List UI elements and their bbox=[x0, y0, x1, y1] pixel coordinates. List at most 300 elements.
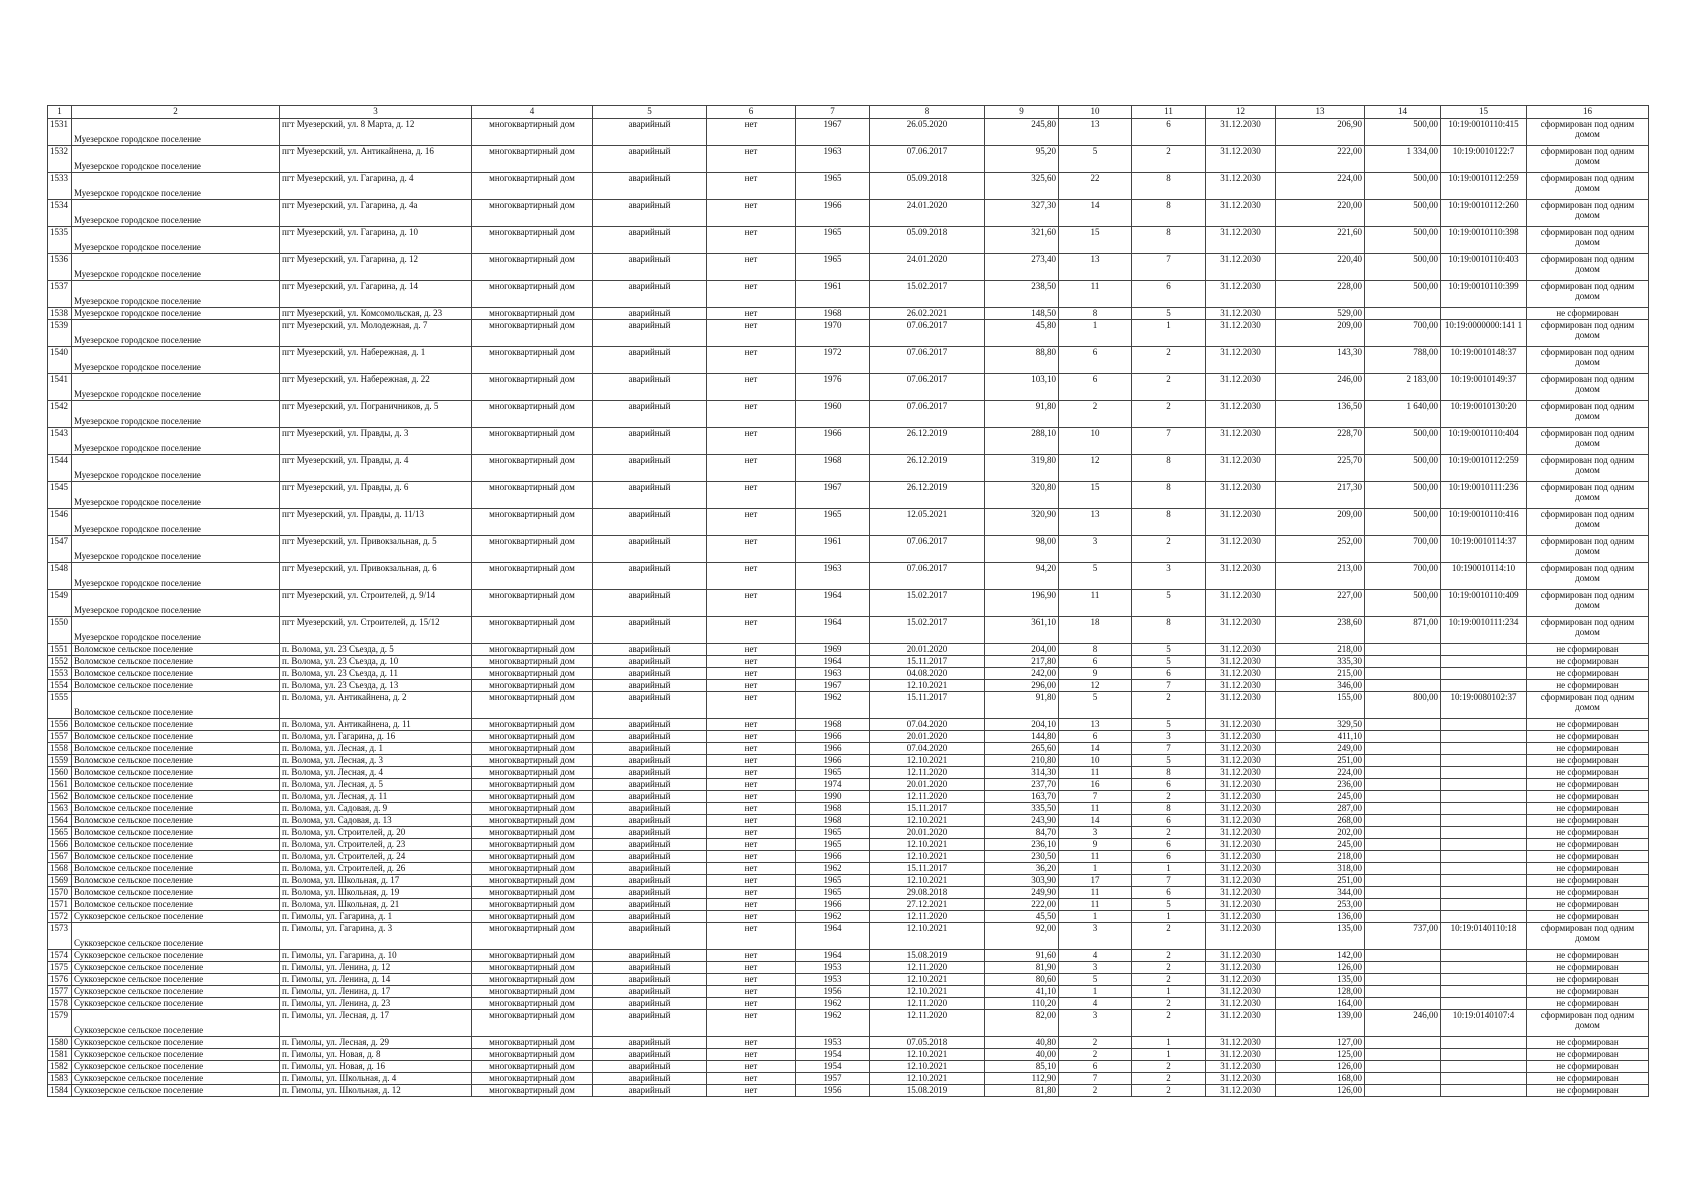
address-cell: пгт Муезерский, ул. Правды, д. 4 bbox=[280, 455, 472, 482]
condition-cell: аварийный bbox=[593, 347, 707, 374]
year-built-cell: 1960 bbox=[796, 401, 870, 428]
table-row bbox=[48, 563, 1649, 590]
residents-cell: 11 bbox=[1059, 281, 1132, 308]
resettlement-date-cell: 31.12.2030 bbox=[1206, 308, 1276, 320]
table-row bbox=[48, 590, 1649, 617]
settlement-cell: Воломское сельское поселение bbox=[72, 851, 280, 863]
building-type-cell: многоквартирный дом bbox=[472, 1010, 593, 1037]
col-6-value-cell: нет bbox=[707, 644, 796, 656]
land-area-cell bbox=[1365, 911, 1441, 923]
condition-cell: аварийный bbox=[593, 617, 707, 644]
address-cell: п. Гимолы, ул. Ленина, д. 17 bbox=[280, 986, 472, 998]
recognition-date-cell: 12.10.2021 bbox=[870, 815, 985, 827]
recognition-date-cell: 05.09.2018 bbox=[870, 227, 985, 254]
settlement-cell: Муезерское городское поселение bbox=[72, 200, 280, 227]
settlement-cell: Воломское сельское поселение bbox=[72, 887, 280, 899]
resettlement-date-cell: 31.12.2030 bbox=[1206, 962, 1276, 974]
land-status-cell: сформирован под одним домом bbox=[1527, 281, 1649, 308]
settlement-cell: Муезерское городское поселение bbox=[72, 146, 280, 173]
row-number-cell: 1576 bbox=[48, 974, 72, 986]
apartments-cell: 2 bbox=[1132, 1010, 1206, 1037]
cadastral-number-cell: 10:19:0010110:403 bbox=[1441, 254, 1527, 281]
resettlement-date-cell: 31.12.2030 bbox=[1206, 200, 1276, 227]
year-built-cell: 1962 bbox=[796, 692, 870, 719]
cadastral-number-cell bbox=[1441, 899, 1527, 911]
col-6-value-cell: нет bbox=[707, 656, 796, 668]
residents-cell: 11 bbox=[1059, 899, 1132, 911]
table-row bbox=[48, 347, 1649, 374]
table-row bbox=[48, 254, 1649, 281]
recognition-date-cell: 12.10.2021 bbox=[870, 875, 985, 887]
area-cell: 321,60 bbox=[985, 227, 1059, 254]
year-built-cell: 1965 bbox=[796, 254, 870, 281]
row-number-cell: 1543 bbox=[48, 428, 72, 455]
cadastral-number-cell bbox=[1441, 656, 1527, 668]
resettlement-date-cell: 31.12.2030 bbox=[1206, 755, 1276, 767]
cadastral-number-cell: 10:19:0010111:234 bbox=[1441, 617, 1527, 644]
cadastral-number-cell bbox=[1441, 950, 1527, 962]
settlement-cell: Муезерское городское поселение bbox=[72, 320, 280, 347]
condition-cell: аварийный bbox=[593, 173, 707, 200]
recognition-date-cell: 20.01.2020 bbox=[870, 827, 985, 839]
condition-cell: аварийный bbox=[593, 644, 707, 656]
col-6-value-cell: нет bbox=[707, 680, 796, 692]
resettlement-date-cell: 31.12.2030 bbox=[1206, 1085, 1276, 1097]
condition-cell: аварийный bbox=[593, 986, 707, 998]
settlement-cell: Муезерское городское поселение bbox=[72, 281, 280, 308]
apartments-cell: 8 bbox=[1132, 200, 1206, 227]
condition-cell: аварийный bbox=[593, 1010, 707, 1037]
address-cell: п. Гимолы, ул. Гагарина, д. 1 bbox=[280, 911, 472, 923]
building-type-cell: многоквартирный дом bbox=[472, 851, 593, 863]
row-number-cell: 1539 bbox=[48, 320, 72, 347]
area-cell: 237,70 bbox=[985, 779, 1059, 791]
resettlement-date-cell: 31.12.2030 bbox=[1206, 401, 1276, 428]
resettlement-date-cell: 31.12.2030 bbox=[1206, 656, 1276, 668]
table-row bbox=[48, 986, 1649, 998]
building-type-cell: многоквартирный дом bbox=[472, 656, 593, 668]
apartments-cell: 2 bbox=[1132, 692, 1206, 719]
table-row bbox=[48, 227, 1649, 254]
resettlement-date-cell: 31.12.2030 bbox=[1206, 1061, 1276, 1073]
column-header-9: 9 bbox=[985, 106, 1059, 119]
land-status-cell: не сформирован bbox=[1527, 779, 1649, 791]
year-built-cell: 1961 bbox=[796, 281, 870, 308]
building-type-cell: многоквартирный дом bbox=[472, 428, 593, 455]
table-row bbox=[48, 1049, 1649, 1061]
land-status-cell: сформирован под одним домом bbox=[1527, 482, 1649, 509]
row-number-cell: 1552 bbox=[48, 656, 72, 668]
year-built-cell: 1966 bbox=[796, 743, 870, 755]
apartments-cell: 2 bbox=[1132, 374, 1206, 401]
building-type-cell: многоквартирный дом bbox=[472, 617, 593, 644]
cost-cell: 220,40 bbox=[1276, 254, 1365, 281]
area-cell: 243,90 bbox=[985, 815, 1059, 827]
resettlement-date-cell: 31.12.2030 bbox=[1206, 839, 1276, 851]
table-row bbox=[48, 1061, 1649, 1073]
apartments-cell: 8 bbox=[1132, 482, 1206, 509]
settlement-cell: Воломское сельское поселение bbox=[72, 803, 280, 815]
settlement-cell: Муезерское городское поселение bbox=[72, 374, 280, 401]
address-cell: пгт Муезерский, ул. Набережная, д. 22 bbox=[280, 374, 472, 401]
condition-cell: аварийный bbox=[593, 509, 707, 536]
condition-cell: аварийный bbox=[593, 668, 707, 680]
cost-cell: 164,00 bbox=[1276, 998, 1365, 1010]
resettlement-date-cell: 31.12.2030 bbox=[1206, 974, 1276, 986]
condition-cell: аварийный bbox=[593, 401, 707, 428]
year-built-cell: 1964 bbox=[796, 656, 870, 668]
apartments-cell: 5 bbox=[1132, 656, 1206, 668]
settlement-cell: Воломское сельское поселение bbox=[72, 644, 280, 656]
condition-cell: аварийный bbox=[593, 254, 707, 281]
row-number-cell: 1560 bbox=[48, 767, 72, 779]
building-type-cell: многоквартирный дом bbox=[472, 1085, 593, 1097]
resettlement-date-cell: 31.12.2030 bbox=[1206, 767, 1276, 779]
table-row bbox=[48, 998, 1649, 1010]
cadastral-number-cell bbox=[1441, 644, 1527, 656]
land-status-cell: не сформирован bbox=[1527, 827, 1649, 839]
apartments-cell: 2 bbox=[1132, 950, 1206, 962]
address-cell: п. Гимолы, ул. Ленина, д. 14 bbox=[280, 974, 472, 986]
condition-cell: аварийный bbox=[593, 656, 707, 668]
building-type-cell: многоквартирный дом bbox=[472, 899, 593, 911]
col-6-value-cell: нет bbox=[707, 119, 796, 146]
cadastral-number-cell bbox=[1441, 863, 1527, 875]
condition-cell: аварийный bbox=[593, 374, 707, 401]
cost-cell: 249,00 bbox=[1276, 743, 1365, 755]
building-type-cell: многоквартирный дом bbox=[472, 839, 593, 851]
address-cell: п. Гимолы, ул. Школьная, д. 12 bbox=[280, 1085, 472, 1097]
recognition-date-cell: 12.11.2020 bbox=[870, 1010, 985, 1037]
year-built-cell: 1963 bbox=[796, 563, 870, 590]
cost-cell: 213,00 bbox=[1276, 563, 1365, 590]
row-number-cell: 1533 bbox=[48, 173, 72, 200]
year-built-cell: 1965 bbox=[796, 827, 870, 839]
area-cell: 85,10 bbox=[985, 1061, 1059, 1073]
building-type-cell: многоквартирный дом bbox=[472, 692, 593, 719]
settlement-cell: Муезерское городское поселение bbox=[72, 455, 280, 482]
cost-cell: 136,50 bbox=[1276, 401, 1365, 428]
land-area-cell bbox=[1365, 680, 1441, 692]
building-type-cell: многоквартирный дом bbox=[472, 1049, 593, 1061]
col-6-value-cell: нет bbox=[707, 863, 796, 875]
area-cell: 45,80 bbox=[985, 320, 1059, 347]
cost-cell: 209,00 bbox=[1276, 320, 1365, 347]
building-type-cell: многоквартирный дом bbox=[472, 320, 593, 347]
table-row bbox=[48, 839, 1649, 851]
cadastral-number-cell bbox=[1441, 668, 1527, 680]
col-6-value-cell: нет bbox=[707, 146, 796, 173]
cost-cell: 224,00 bbox=[1276, 767, 1365, 779]
row-number-cell: 1569 bbox=[48, 875, 72, 887]
year-built-cell: 1974 bbox=[796, 779, 870, 791]
col-6-value-cell: нет bbox=[707, 1073, 796, 1085]
settlement-cell: Суккозерское сельское поселение bbox=[72, 1061, 280, 1073]
table-row bbox=[48, 374, 1649, 401]
row-number-cell: 1580 bbox=[48, 1037, 72, 1049]
land-area-cell: 500,00 bbox=[1365, 173, 1441, 200]
cost-cell: 217,30 bbox=[1276, 482, 1365, 509]
area-cell: 204,10 bbox=[985, 719, 1059, 731]
recognition-date-cell: 12.10.2021 bbox=[870, 923, 985, 950]
col-6-value-cell: нет bbox=[707, 173, 796, 200]
settlement-cell: Воломское сельское поселение bbox=[72, 875, 280, 887]
address-cell: п. Волома, ул. Гагарина, д. 16 bbox=[280, 731, 472, 743]
land-status-cell: не сформирован bbox=[1527, 911, 1649, 923]
row-number-cell: 1558 bbox=[48, 743, 72, 755]
cost-cell: 411,10 bbox=[1276, 731, 1365, 743]
land-area-cell: 788,00 bbox=[1365, 347, 1441, 374]
cadastral-number-cell: 10:19:0010110:416 bbox=[1441, 509, 1527, 536]
building-type-cell: многоквартирный дом bbox=[472, 767, 593, 779]
land-area-cell bbox=[1365, 839, 1441, 851]
row-number-cell: 1581 bbox=[48, 1049, 72, 1061]
apartments-cell: 2 bbox=[1132, 923, 1206, 950]
resettlement-date-cell: 31.12.2030 bbox=[1206, 1049, 1276, 1061]
cost-cell: 225,70 bbox=[1276, 455, 1365, 482]
address-cell: п. Гимолы, ул. Новая, д. 16 bbox=[280, 1061, 472, 1073]
residents-cell: 4 bbox=[1059, 950, 1132, 962]
year-built-cell: 1966 bbox=[796, 200, 870, 227]
land-area-cell bbox=[1365, 851, 1441, 863]
cadastral-number-cell: 10:19:0010148:37 bbox=[1441, 347, 1527, 374]
land-area-cell bbox=[1365, 1073, 1441, 1085]
table-row bbox=[48, 803, 1649, 815]
year-built-cell: 1968 bbox=[796, 803, 870, 815]
land-area-cell: 246,00 bbox=[1365, 1010, 1441, 1037]
building-type-cell: многоквартирный дом bbox=[472, 911, 593, 923]
building-type-cell: многоквартирный дом bbox=[472, 974, 593, 986]
building-type-cell: многоквартирный дом bbox=[472, 254, 593, 281]
address-cell: пгт Муезерский, ул. Набережная, д. 1 bbox=[280, 347, 472, 374]
col-6-value-cell: нет bbox=[707, 998, 796, 1010]
cost-cell: 155,00 bbox=[1276, 692, 1365, 719]
settlement-cell: Муезерское городское поселение bbox=[72, 347, 280, 374]
settlement-cell: Суккозерское сельское поселение bbox=[72, 986, 280, 998]
building-type-cell: многоквартирный дом bbox=[472, 1061, 593, 1073]
address-cell: п. Гимолы, ул. Школьная, д. 4 bbox=[280, 1073, 472, 1085]
residents-cell: 5 bbox=[1059, 692, 1132, 719]
land-status-cell: не сформирован bbox=[1527, 962, 1649, 974]
year-built-cell: 1967 bbox=[796, 680, 870, 692]
cadastral-number-cell: 10:19:0010110:398 bbox=[1441, 227, 1527, 254]
row-number-cell: 1583 bbox=[48, 1073, 72, 1085]
apartments-cell: 8 bbox=[1132, 803, 1206, 815]
land-area-cell: 700,00 bbox=[1365, 536, 1441, 563]
table-row bbox=[48, 719, 1649, 731]
recognition-date-cell: 24.01.2020 bbox=[870, 254, 985, 281]
settlement-cell: Воломское сельское поселение bbox=[72, 863, 280, 875]
table-row bbox=[48, 1085, 1649, 1097]
land-area-cell: 500,00 bbox=[1365, 428, 1441, 455]
building-type-cell: многоквартирный дом bbox=[472, 347, 593, 374]
apartments-cell: 2 bbox=[1132, 347, 1206, 374]
address-cell: п. Гимолы, ул. Новая, д. 8 bbox=[280, 1049, 472, 1061]
col-6-value-cell: нет bbox=[707, 227, 796, 254]
apartments-cell: 5 bbox=[1132, 590, 1206, 617]
cadastral-number-cell: 10:19:0010112:259 bbox=[1441, 173, 1527, 200]
condition-cell: аварийный bbox=[593, 1085, 707, 1097]
year-built-cell: 1964 bbox=[796, 590, 870, 617]
apartments-cell: 3 bbox=[1132, 731, 1206, 743]
resettlement-date-cell: 31.12.2030 bbox=[1206, 281, 1276, 308]
cadastral-number-cell bbox=[1441, 779, 1527, 791]
year-built-cell: 1966 bbox=[796, 899, 870, 911]
residents-cell: 14 bbox=[1059, 815, 1132, 827]
table-row bbox=[48, 1010, 1649, 1037]
address-cell: п. Волома, ул. Антикайнена, д. 2 bbox=[280, 692, 472, 719]
address-cell: п. Волома, ул. 23 Съезда, д. 10 bbox=[280, 656, 472, 668]
land-area-cell bbox=[1365, 644, 1441, 656]
table-row bbox=[48, 863, 1649, 875]
apartments-cell: 7 bbox=[1132, 743, 1206, 755]
building-type-cell: многоквартирный дом bbox=[472, 563, 593, 590]
table-row bbox=[48, 656, 1649, 668]
resettlement-date-cell: 31.12.2030 bbox=[1206, 482, 1276, 509]
table-row bbox=[48, 911, 1649, 923]
condition-cell: аварийный bbox=[593, 1049, 707, 1061]
recognition-date-cell: 15.11.2017 bbox=[870, 863, 985, 875]
area-cell: 82,00 bbox=[985, 1010, 1059, 1037]
table-row bbox=[48, 536, 1649, 563]
recognition-date-cell: 15.02.2017 bbox=[870, 617, 985, 644]
condition-cell: аварийный bbox=[593, 1061, 707, 1073]
cadastral-number-cell bbox=[1441, 719, 1527, 731]
area-cell: 320,80 bbox=[985, 482, 1059, 509]
recognition-date-cell: 15.02.2017 bbox=[870, 281, 985, 308]
residents-cell: 9 bbox=[1059, 839, 1132, 851]
year-built-cell: 1954 bbox=[796, 1049, 870, 1061]
col-6-value-cell: нет bbox=[707, 887, 796, 899]
address-cell: пгт Муезерский, ул. Правды, д. 6 bbox=[280, 482, 472, 509]
recognition-date-cell: 12.10.2021 bbox=[870, 755, 985, 767]
resettlement-date-cell: 31.12.2030 bbox=[1206, 536, 1276, 563]
cadastral-number-cell bbox=[1441, 755, 1527, 767]
apartments-cell: 8 bbox=[1132, 227, 1206, 254]
col-6-value-cell: нет bbox=[707, 254, 796, 281]
col-6-value-cell: нет bbox=[707, 911, 796, 923]
recognition-date-cell: 12.11.2020 bbox=[870, 962, 985, 974]
address-cell: п. Волома, ул. Садовая, д. 9 bbox=[280, 803, 472, 815]
condition-cell: аварийный bbox=[593, 455, 707, 482]
cadastral-number-cell bbox=[1441, 875, 1527, 887]
land-status-cell: сформирован под одним домом bbox=[1527, 374, 1649, 401]
apartments-cell: 6 bbox=[1132, 668, 1206, 680]
residents-cell: 15 bbox=[1059, 482, 1132, 509]
area-cell: 40,80 bbox=[985, 1037, 1059, 1049]
area-cell: 273,40 bbox=[985, 254, 1059, 281]
residents-cell: 7 bbox=[1059, 1073, 1132, 1085]
residents-cell: 1 bbox=[1059, 911, 1132, 923]
column-header-10: 10 bbox=[1059, 106, 1132, 119]
row-number-cell: 1536 bbox=[48, 254, 72, 281]
land-status-cell: сформирован под одним домом bbox=[1527, 563, 1649, 590]
recognition-date-cell: 12.11.2020 bbox=[870, 998, 985, 1010]
building-type-cell: многоквартирный дом bbox=[472, 374, 593, 401]
cost-cell: 135,00 bbox=[1276, 974, 1365, 986]
land-status-cell: не сформирован bbox=[1527, 950, 1649, 962]
col-6-value-cell: нет bbox=[707, 923, 796, 950]
recognition-date-cell: 07.04.2020 bbox=[870, 743, 985, 755]
recognition-date-cell: 07.06.2017 bbox=[870, 536, 985, 563]
settlement-cell: Муезерское городское поселение bbox=[72, 401, 280, 428]
area-cell: 45,50 bbox=[985, 911, 1059, 923]
cadastral-number-cell: 10:19:0140107:4 bbox=[1441, 1010, 1527, 1037]
land-area-cell bbox=[1365, 779, 1441, 791]
residents-cell: 1 bbox=[1059, 986, 1132, 998]
address-cell: пгт Муезерский, ул. Строителей, д. 9/14 bbox=[280, 590, 472, 617]
cost-cell: 228,00 bbox=[1276, 281, 1365, 308]
resettlement-date-cell: 31.12.2030 bbox=[1206, 827, 1276, 839]
cost-cell: 222,00 bbox=[1276, 146, 1365, 173]
land-area-cell bbox=[1365, 803, 1441, 815]
resettlement-date-cell: 31.12.2030 bbox=[1206, 899, 1276, 911]
settlement-cell: Воломское сельское поселение bbox=[72, 680, 280, 692]
residents-cell: 18 bbox=[1059, 617, 1132, 644]
recognition-date-cell: 07.06.2017 bbox=[870, 374, 985, 401]
cost-cell: 127,00 bbox=[1276, 1037, 1365, 1049]
land-status-cell: сформирован под одним домом bbox=[1527, 428, 1649, 455]
settlement-cell: Воломское сельское поселение bbox=[72, 779, 280, 791]
row-number-cell: 1537 bbox=[48, 281, 72, 308]
condition-cell: аварийный bbox=[593, 899, 707, 911]
address-cell: п. Гимолы, ул. Лесная, д. 29 bbox=[280, 1037, 472, 1049]
building-type-cell: многоквартирный дом bbox=[472, 962, 593, 974]
col-6-value-cell: нет bbox=[707, 1049, 796, 1061]
condition-cell: аварийный bbox=[593, 281, 707, 308]
land-status-cell: сформирован под одним домом bbox=[1527, 227, 1649, 254]
residents-cell: 13 bbox=[1059, 254, 1132, 281]
residents-cell: 14 bbox=[1059, 200, 1132, 227]
cadastral-number-cell: 10:19:0010110:409 bbox=[1441, 590, 1527, 617]
year-built-cell: 1965 bbox=[796, 887, 870, 899]
settlement-cell: Воломское сельское поселение bbox=[72, 731, 280, 743]
land-area-cell bbox=[1365, 743, 1441, 755]
resettlement-date-cell: 31.12.2030 bbox=[1206, 950, 1276, 962]
recognition-date-cell: 12.10.2021 bbox=[870, 680, 985, 692]
land-status-cell: не сформирован bbox=[1527, 1061, 1649, 1073]
condition-cell: аварийный bbox=[593, 227, 707, 254]
apartments-cell: 2 bbox=[1132, 146, 1206, 173]
row-number-cell: 1557 bbox=[48, 731, 72, 743]
residents-cell: 2 bbox=[1059, 401, 1132, 428]
settlement-cell: Воломское сельское поселение bbox=[72, 815, 280, 827]
column-header-8: 8 bbox=[870, 106, 985, 119]
condition-cell: аварийный bbox=[593, 743, 707, 755]
table-row bbox=[48, 950, 1649, 962]
row-number-cell: 1570 bbox=[48, 887, 72, 899]
cost-cell: 227,00 bbox=[1276, 590, 1365, 617]
cost-cell: 238,60 bbox=[1276, 617, 1365, 644]
row-number-cell: 1546 bbox=[48, 509, 72, 536]
row-number-cell: 1545 bbox=[48, 482, 72, 509]
residents-cell: 8 bbox=[1059, 644, 1132, 656]
condition-cell: аварийный bbox=[593, 1037, 707, 1049]
land-area-cell: 800,00 bbox=[1365, 692, 1441, 719]
col-6-value-cell: нет bbox=[707, 536, 796, 563]
table-row bbox=[48, 1037, 1649, 1049]
address-cell: п. Гимолы, ул. Ленина, д. 12 bbox=[280, 962, 472, 974]
area-cell: 210,80 bbox=[985, 755, 1059, 767]
area-cell: 103,10 bbox=[985, 374, 1059, 401]
land-area-cell: 737,00 bbox=[1365, 923, 1441, 950]
row-number-cell: 1564 bbox=[48, 815, 72, 827]
building-type-cell: многоквартирный дом bbox=[472, 875, 593, 887]
row-number-cell: 1554 bbox=[48, 680, 72, 692]
year-built-cell: 1965 bbox=[796, 509, 870, 536]
cost-cell: 168,00 bbox=[1276, 1073, 1365, 1085]
year-built-cell: 1964 bbox=[796, 950, 870, 962]
